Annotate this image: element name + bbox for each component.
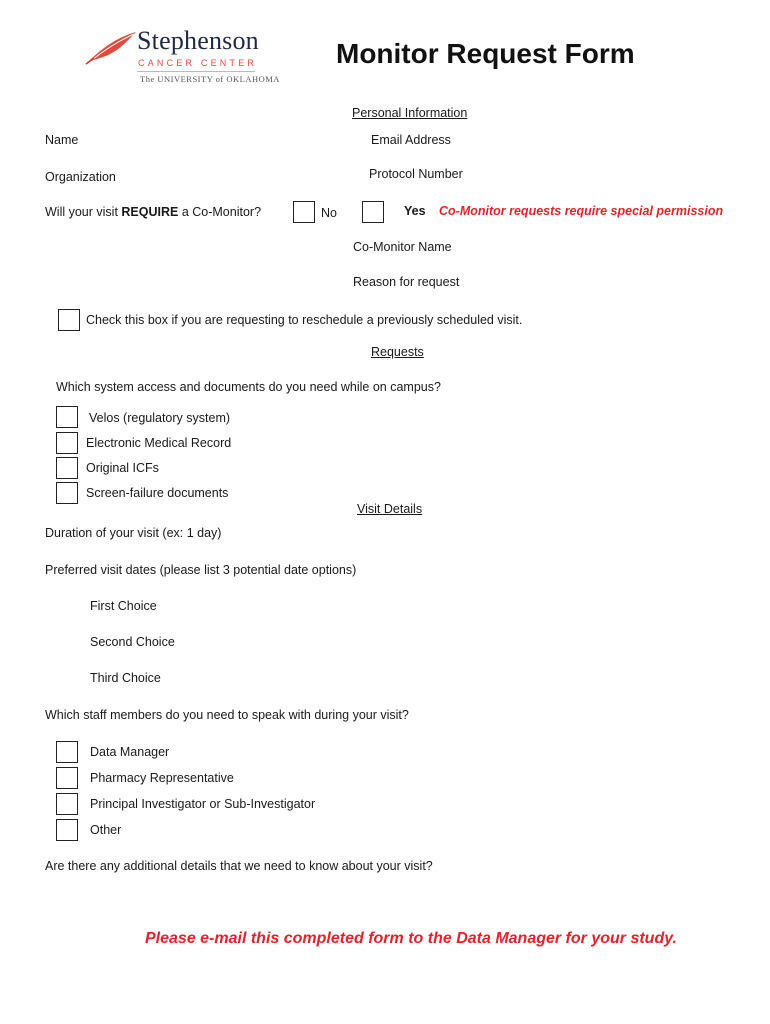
data-manager-label: Data Manager: [90, 745, 170, 759]
name-label: Name: [45, 133, 79, 147]
section-personal-information: Personal Information: [352, 106, 468, 120]
reschedule-checkbox[interactable]: [58, 309, 80, 331]
icfs-checkbox[interactable]: [56, 457, 78, 479]
third-choice-label: Third Choice: [90, 671, 161, 685]
second-choice-label: Second Choice: [90, 635, 175, 649]
screen-failure-label: Screen-failure documents: [86, 486, 229, 500]
pharmacy-checkbox[interactable]: [56, 767, 78, 789]
requests-question: Which system access and documents do you need while on campus?: [56, 380, 441, 394]
velos-checkbox[interactable]: [56, 406, 78, 428]
data-manager-checkbox[interactable]: [56, 741, 78, 763]
other-checkbox[interactable]: [56, 819, 78, 841]
comonitor-question: [45, 205, 261, 219]
permission-note: Co-Monitor requests require special permission: [439, 204, 724, 218]
comonitor-yes-checkbox[interactable]: [362, 201, 384, 223]
logo-name: Stephenson: [137, 26, 259, 55]
additional-details-question: Are there any additional details that we need to know about your visit?: [45, 859, 433, 873]
comonitor-no-checkbox[interactable]: [293, 201, 315, 223]
pharmacy-label: Pharmacy Representative: [90, 771, 234, 785]
logo-subtitle: CANCER CENTER: [138, 58, 258, 68]
feather-logo-icon: [84, 30, 140, 66]
page-title: Monitor Request Form: [336, 38, 635, 69]
other-label: Other: [90, 823, 122, 837]
comonitor-yes-label: Yes: [404, 204, 426, 218]
reschedule-label: Check this box if you are requesting to reschedule a previously scheduled visit.: [86, 313, 523, 327]
velos-label: Velos (regulatory system): [89, 411, 231, 425]
first-choice-label: First Choice: [90, 599, 157, 613]
icfs-label: Original ICFs: [86, 461, 159, 475]
footer-note: Please e-mail this completed form to the Data Manager for your study.: [145, 930, 677, 947]
duration-label: Duration of your visit (ex: 1 day): [45, 526, 222, 540]
protocol-label: Protocol Number: [369, 167, 463, 181]
comonitor-question-pre: Will your visit: [45, 205, 122, 219]
emr-checkbox[interactable]: [56, 432, 78, 454]
section-visit-details: Visit Details: [357, 502, 423, 516]
investigator-checkbox[interactable]: [56, 793, 78, 815]
logo-divider: [137, 71, 255, 72]
comonitor-name-label: Co-Monitor Name: [353, 240, 452, 254]
comonitor-question-post: a Co-Monitor?: [178, 205, 262, 219]
email-label: Email Address: [371, 133, 451, 147]
investigator-label: Principal Investigator or Sub-Investigator: [90, 797, 316, 811]
screen-failure-checkbox[interactable]: [56, 482, 78, 504]
emr-label: Electronic Medical Record: [86, 436, 232, 450]
staff-question: Which staff members do you need to speak with during your visit?: [45, 708, 409, 722]
comonitor-no-label: No: [321, 206, 337, 220]
section-requests: Requests: [371, 345, 424, 359]
organization-label: Organization: [45, 170, 116, 184]
dates-question: Preferred visit dates (please list 3 potential date options): [45, 563, 357, 577]
logo-university: The UNIVERSITY of OKLAHOMA: [140, 74, 280, 84]
reason-label: Reason for request: [353, 275, 460, 289]
comonitor-question-bold: REQUIRE: [121, 205, 179, 219]
